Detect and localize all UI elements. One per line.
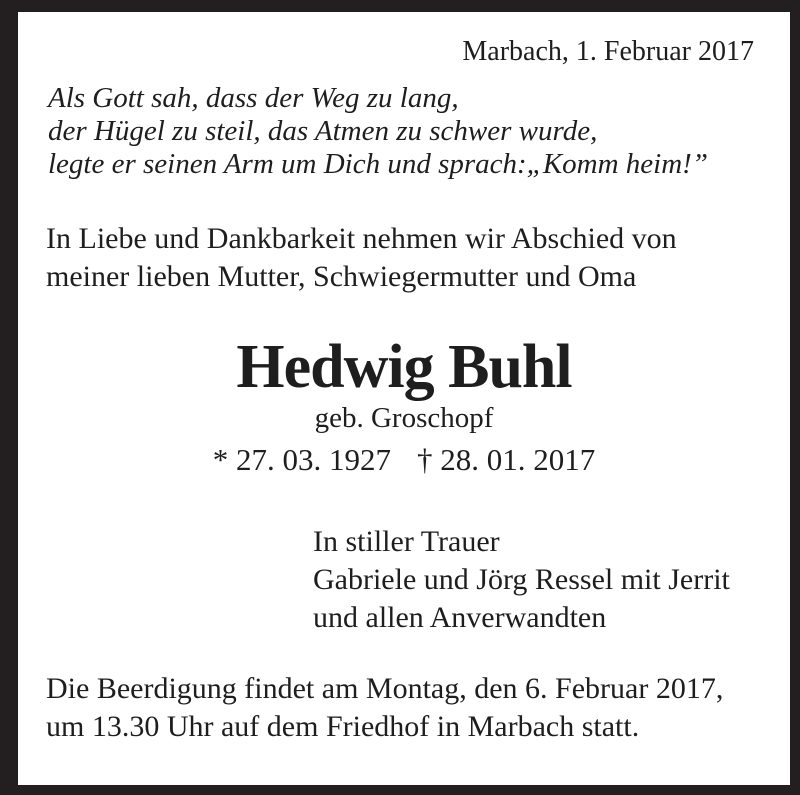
notice-card: [18, 12, 790, 785]
intro-line: In Liebe und Dankbarkeit nehmen wir Abschied von: [46, 222, 677, 255]
maiden-name: geb. Groschopf: [314, 402, 494, 434]
poem-line: der Hügel zu steil, das Atmen zu schwer wurde,: [48, 115, 598, 147]
funeral-line: Die Beerdigung findet am Montag, den 6. Februar 2017,: [46, 672, 724, 705]
birth-date: * 27. 03. 1927: [212, 442, 391, 477]
poem-line: legte er seinen Arm um Dich und sprach:„Komm heim!”: [48, 148, 708, 180]
deceased-name: Hedwig Buhl: [236, 333, 572, 401]
mourners-line: Gabriele und Jörg Ressel mit Jerrit: [313, 563, 730, 596]
death-date: † 28. 01. 2017: [417, 442, 596, 477]
dateline: Marbach, 1. Februar 2017: [462, 36, 754, 67]
intro-paragraph: [46, 220, 677, 296]
deceased-block: [18, 333, 790, 478]
mourners-line: In stiller Trauer: [313, 525, 500, 558]
poem: [48, 82, 708, 181]
funeral-info: [46, 670, 723, 746]
mourners-line: und allen Anverwandten: [313, 601, 607, 634]
mourners-block: [313, 523, 730, 637]
intro-line: meiner lieben Mutter, Schwiegermutter und Oma: [46, 260, 637, 293]
life-dates: [18, 442, 790, 478]
poem-line: Als Gott sah, dass der Weg zu lang,: [48, 82, 459, 114]
funeral-line: um 13.30 Uhr auf dem Friedhof in Marbach statt.: [46, 710, 640, 743]
